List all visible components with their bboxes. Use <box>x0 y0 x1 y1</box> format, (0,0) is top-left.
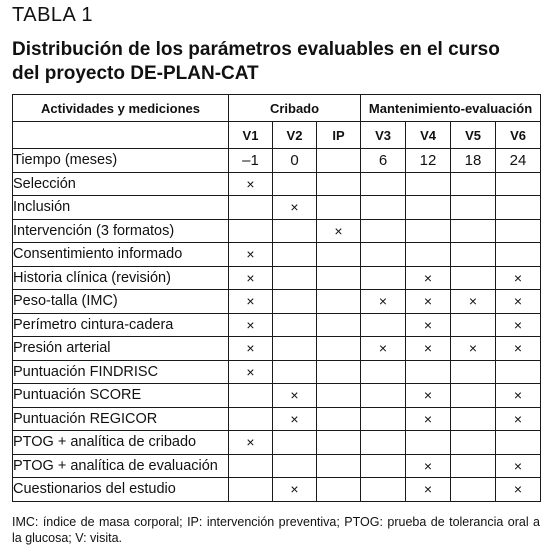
table-row <box>13 313 541 337</box>
mark-cell <box>273 337 317 361</box>
mark-cell <box>229 454 273 478</box>
row-label: Consentimiento informado <box>13 243 229 267</box>
mark-cell <box>361 384 406 408</box>
mark-cell <box>317 454 361 478</box>
mark-cell <box>317 266 361 290</box>
mark-cell: × <box>229 337 273 361</box>
mark-cell <box>361 266 406 290</box>
header-visit: V5 <box>451 122 496 149</box>
time-value-cell: 12 <box>406 149 451 173</box>
mark-cell <box>273 219 317 243</box>
table-row <box>13 360 541 384</box>
row-label: Puntuación REGICOR <box>13 407 229 431</box>
table-row <box>13 384 541 408</box>
table-body <box>13 149 541 502</box>
parameters-table <box>12 94 541 502</box>
row-label: Inclusión <box>13 196 229 220</box>
table-title: Distribución de los parámetros evaluables en el curso del proyecto DE-PLAN-CAT <box>12 39 500 84</box>
mark-cell: × <box>496 454 541 478</box>
mark-cell <box>406 243 451 267</box>
mark-cell <box>496 196 541 220</box>
mark-cell <box>451 172 496 196</box>
mark-cell: × <box>406 407 451 431</box>
mark-cell: × <box>451 337 496 361</box>
mark-cell <box>361 172 406 196</box>
time-value-cell: 6 <box>361 149 406 173</box>
mark-cell: × <box>229 313 273 337</box>
mark-cell <box>361 196 406 220</box>
row-label: Puntuación SCORE <box>13 384 229 408</box>
mark-cell: × <box>229 266 273 290</box>
mark-cell <box>361 313 406 337</box>
mark-cell <box>229 478 273 502</box>
header-visit: V4 <box>406 122 451 149</box>
table-row <box>13 431 541 455</box>
mark-cell <box>406 172 451 196</box>
mark-cell <box>451 454 496 478</box>
mark-cell <box>451 431 496 455</box>
table-row <box>13 454 541 478</box>
mark-cell <box>273 454 317 478</box>
mark-cell <box>273 431 317 455</box>
mark-cell <box>229 384 273 408</box>
mark-cell <box>273 266 317 290</box>
mark-cell: × <box>451 290 496 314</box>
header-visit: V3 <box>361 122 406 149</box>
mark-cell <box>451 243 496 267</box>
row-label: Puntuación FINDRISC <box>13 360 229 384</box>
mark-cell <box>273 313 317 337</box>
header-visit: V6 <box>496 122 541 149</box>
mark-cell: × <box>229 431 273 455</box>
mark-cell <box>273 290 317 314</box>
mark-cell <box>496 243 541 267</box>
table-row <box>13 219 541 243</box>
time-value-cell: 18 <box>451 149 496 173</box>
mark-cell <box>317 196 361 220</box>
mark-cell: × <box>273 407 317 431</box>
table-row <box>13 478 541 502</box>
mark-cell: × <box>406 337 451 361</box>
mark-cell <box>229 407 273 431</box>
mark-cell <box>317 172 361 196</box>
mark-cell <box>496 219 541 243</box>
mark-cell <box>361 243 406 267</box>
mark-cell <box>361 360 406 384</box>
mark-cell: × <box>496 337 541 361</box>
table-row <box>13 243 541 267</box>
time-value-cell: 24 <box>496 149 541 173</box>
row-label: Historia clínica (revisión) <box>13 266 229 290</box>
table-row <box>13 196 541 220</box>
mark-cell <box>229 196 273 220</box>
row-label: Tiempo (meses) <box>13 149 229 173</box>
header-visit: V2 <box>273 122 317 149</box>
mark-cell <box>317 337 361 361</box>
header-activities: Actividades y mediciones <box>13 95 229 122</box>
mark-cell: × <box>229 172 273 196</box>
mark-cell: × <box>229 360 273 384</box>
header-visit-row <box>13 122 541 149</box>
mark-cell <box>273 172 317 196</box>
table-row <box>13 172 541 196</box>
mark-cell <box>273 360 317 384</box>
row-label: Selección <box>13 172 229 196</box>
table-row <box>13 266 541 290</box>
mark-cell <box>317 360 361 384</box>
mark-cell: × <box>496 266 541 290</box>
row-label: PTOG + analítica de cribado <box>13 431 229 455</box>
mark-cell: × <box>273 384 317 408</box>
mark-cell <box>496 172 541 196</box>
header-visit: IP <box>317 122 361 149</box>
mark-cell <box>361 407 406 431</box>
mark-cell <box>406 360 451 384</box>
mark-cell <box>496 431 541 455</box>
mark-cell <box>361 454 406 478</box>
mark-cell <box>273 243 317 267</box>
row-label: Peso-talla (IMC) <box>13 290 229 314</box>
table-row <box>13 149 541 173</box>
table-row <box>13 337 541 361</box>
mark-cell <box>451 219 496 243</box>
mark-cell: × <box>229 290 273 314</box>
header-group-cribado: Cribado <box>229 95 361 122</box>
mark-cell: × <box>496 313 541 337</box>
mark-cell: × <box>406 313 451 337</box>
mark-cell: × <box>496 384 541 408</box>
mark-cell: × <box>406 384 451 408</box>
mark-cell <box>361 478 406 502</box>
mark-cell: × <box>406 266 451 290</box>
mark-cell <box>451 407 496 431</box>
mark-cell: × <box>361 290 406 314</box>
mark-cell <box>317 407 361 431</box>
mark-cell <box>451 313 496 337</box>
mark-cell <box>361 431 406 455</box>
mark-cell <box>406 196 451 220</box>
mark-cell <box>406 431 451 455</box>
mark-cell <box>229 219 273 243</box>
mark-cell: × <box>273 196 317 220</box>
row-label: PTOG + analítica de evaluación <box>13 454 229 478</box>
mark-cell: × <box>406 290 451 314</box>
mark-cell: × <box>273 478 317 502</box>
row-label: Perímetro cintura-cadera <box>13 313 229 337</box>
mark-cell <box>317 384 361 408</box>
table-label: TABLA 1 <box>12 4 93 26</box>
table-row <box>13 290 541 314</box>
mark-cell <box>317 478 361 502</box>
table-footnote: IMC: índice de masa corporal; IP: intervención preventiva; PTOG: prueba de tolerancia oral a la glucosa; V: visita. <box>12 515 540 545</box>
row-label: Presión arterial <box>13 337 229 361</box>
header-group-row <box>13 95 541 122</box>
header-visit: V1 <box>229 122 273 149</box>
mark-cell: × <box>496 290 541 314</box>
mark-cell <box>451 266 496 290</box>
time-value-cell: 0 <box>273 149 317 173</box>
mark-cell: × <box>361 337 406 361</box>
mark-cell: × <box>406 478 451 502</box>
mark-cell <box>451 478 496 502</box>
mark-cell <box>361 219 406 243</box>
table-row <box>13 407 541 431</box>
mark-cell <box>317 290 361 314</box>
mark-cell: × <box>496 407 541 431</box>
mark-cell <box>451 384 496 408</box>
mark-cell <box>451 196 496 220</box>
mark-cell <box>317 243 361 267</box>
time-value-cell: –1 <box>229 149 273 173</box>
mark-cell <box>317 313 361 337</box>
header-group-mantenimiento: Mantenimiento-evaluación <box>361 95 541 122</box>
header-blank <box>13 122 229 149</box>
mark-cell <box>406 219 451 243</box>
mark-cell <box>496 360 541 384</box>
mark-cell: × <box>229 243 273 267</box>
mark-cell <box>451 360 496 384</box>
row-label: Intervención (3 formatos) <box>13 219 229 243</box>
time-value-cell <box>317 149 361 173</box>
mark-cell: × <box>496 478 541 502</box>
mark-cell: × <box>317 219 361 243</box>
mark-cell <box>317 431 361 455</box>
row-label: Cuestionarios del estudio <box>13 478 229 502</box>
mark-cell: × <box>406 454 451 478</box>
